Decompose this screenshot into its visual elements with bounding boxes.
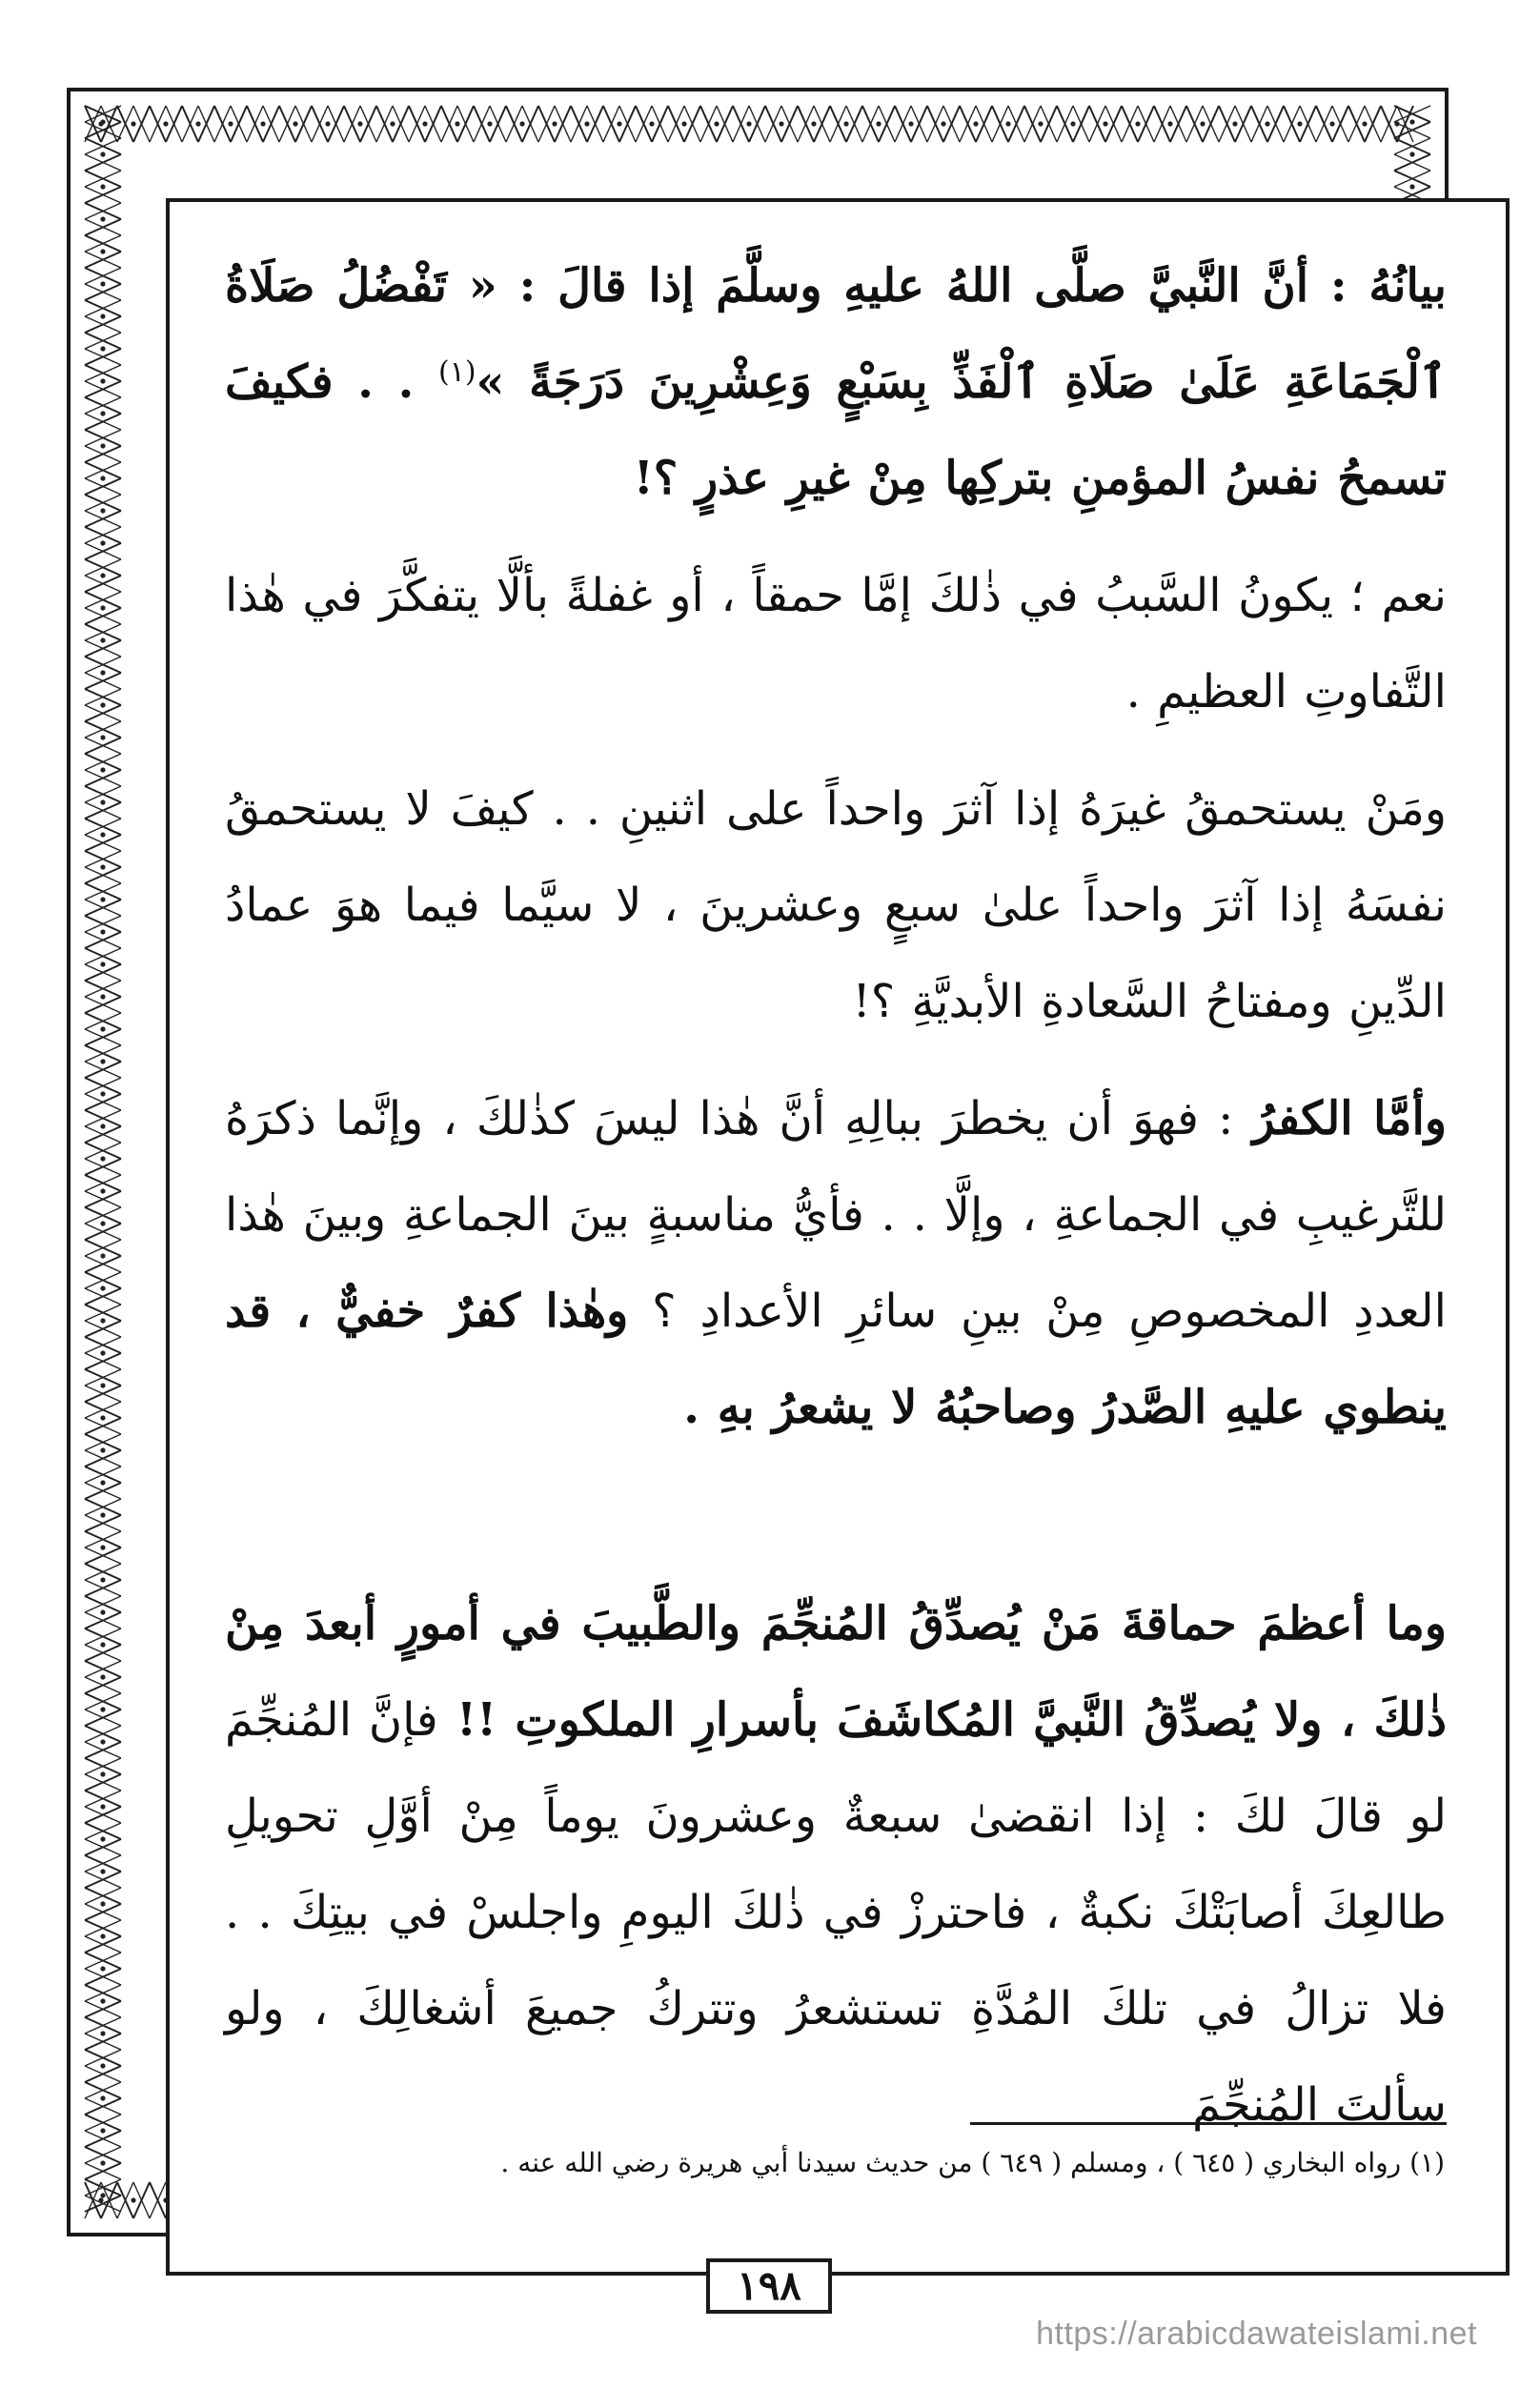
footnote: (١) رواه البخاري ( ٦٤٥ ) ، ومسلم ( ٦٤٩ ) من حديث سيدنا أبي هريرة رضي الله عنه .: [500, 2147, 1445, 2178]
paragraph: [225, 1576, 1447, 2154]
footnote-separator: [970, 2122, 1447, 2125]
paragraph: [225, 548, 1447, 740]
watermark-url[interactable]: https://arabicdawateislami.net: [1036, 2316, 1477, 2352]
footnote-reference: (١): [437, 355, 476, 389]
paragraph: [225, 761, 1447, 1050]
text-run: : فهوَ أن يخطرَ ببالِهِ أنَّ هٰذا ليسَ كذٰلكَ ، وإنَّما ذكرَهُ للتَّرغيبِ في الجماعةِ ، وإلَّا . . فأيُّ مناسبةٍ بينَ الجماعةِ وبينَ هٰذا العددِ المخصوصِ مِنْ بينِ سائرِ الأعدادِ ؟: [225, 1092, 1447, 1338]
paragraph: [225, 1071, 1447, 1456]
text-run: وما أعظمَ حماقةَ مَنْ يُصدِّقُ المُنجِّمَ والطَّبيبَ في أمورٍ أبعدَ مِنْ ذٰلكَ ، ولا يُصدِّقُ النَّبيَّ المُكاشَفَ بأسرارِ الملكوتِ !!: [225, 1597, 1448, 1747]
text-run: وهٰذا كفرٌ خفيٌّ ، قد ينطوي عليهِ الصَّدرُ وصاحبُهُ لا يشعرُ بهِ .: [225, 1285, 1447, 1434]
text-run: بيانُهُ : أنَّ النَّبيَّ صلَّى اللهُ عليهِ وسلَّمَ إذا قالَ : « تَفْضُلُ صَلَاةُ ٱلْجَمَاعَةِ عَلَىٰ صَلَاةِ ٱلْفَذِّ بِسَبْعٍ وَعِشْرِينَ دَرَجَةً »: [225, 259, 1447, 409]
paragraph: [225, 238, 1447, 527]
text-run: ومَنْ يستحمقُ غيرَهُ إذا آثرَ واحداً على اثنينِ . . كيفَ لا يستحمقُ نفسَهُ إذا آثرَ واحداً علىٰ سبعٍ وعشرينَ ، لا سيَّما فيما هوَ عمادُ الدِّينِ ومفتاحُ السَّعادةِ الأبديَّةِ ؟!: [225, 782, 1447, 1028]
text-run: نعم ؛ يكونُ السَّببُ في ذٰلكَ إمَّا حمقاً ، أو غفلةً بألَّا يتفكَّرَ في هٰذا التَّفاوتِ العظيمِ .: [225, 569, 1447, 718]
page-number: ١٩٨: [706, 2258, 832, 2314]
content-panel: [166, 198, 1510, 2276]
page-frame: [67, 88, 1449, 2236]
body-text: [225, 238, 1447, 2175]
text-run: فإنَّ المُنجِّمَ لو قالَ لكَ : إذا انقضىٰ سبعةٌ وعشرونَ يوماً مِنْ أوَّلِ تحويلِ طالعِكَ أصابَتْكَ نكبةٌ ، فاحترزْ في ذٰلكَ اليومِ واجلسْ في بيتِكَ . . فلا تزالُ في تلكَ المُدَّةِ تستشعرُ وتتركُ جميعَ أشغالِكَ ، ولو سألتَ المُنجِّمَ: [225, 1693, 1447, 2132]
text-run: . . فكيفَ تسمحُ نفسُ المؤمنِ بتركِها مِنْ غيرِ عذرٍ ؟!: [225, 355, 1447, 505]
text-run: وأمَّا الكفرُ: [1252, 1092, 1448, 1145]
